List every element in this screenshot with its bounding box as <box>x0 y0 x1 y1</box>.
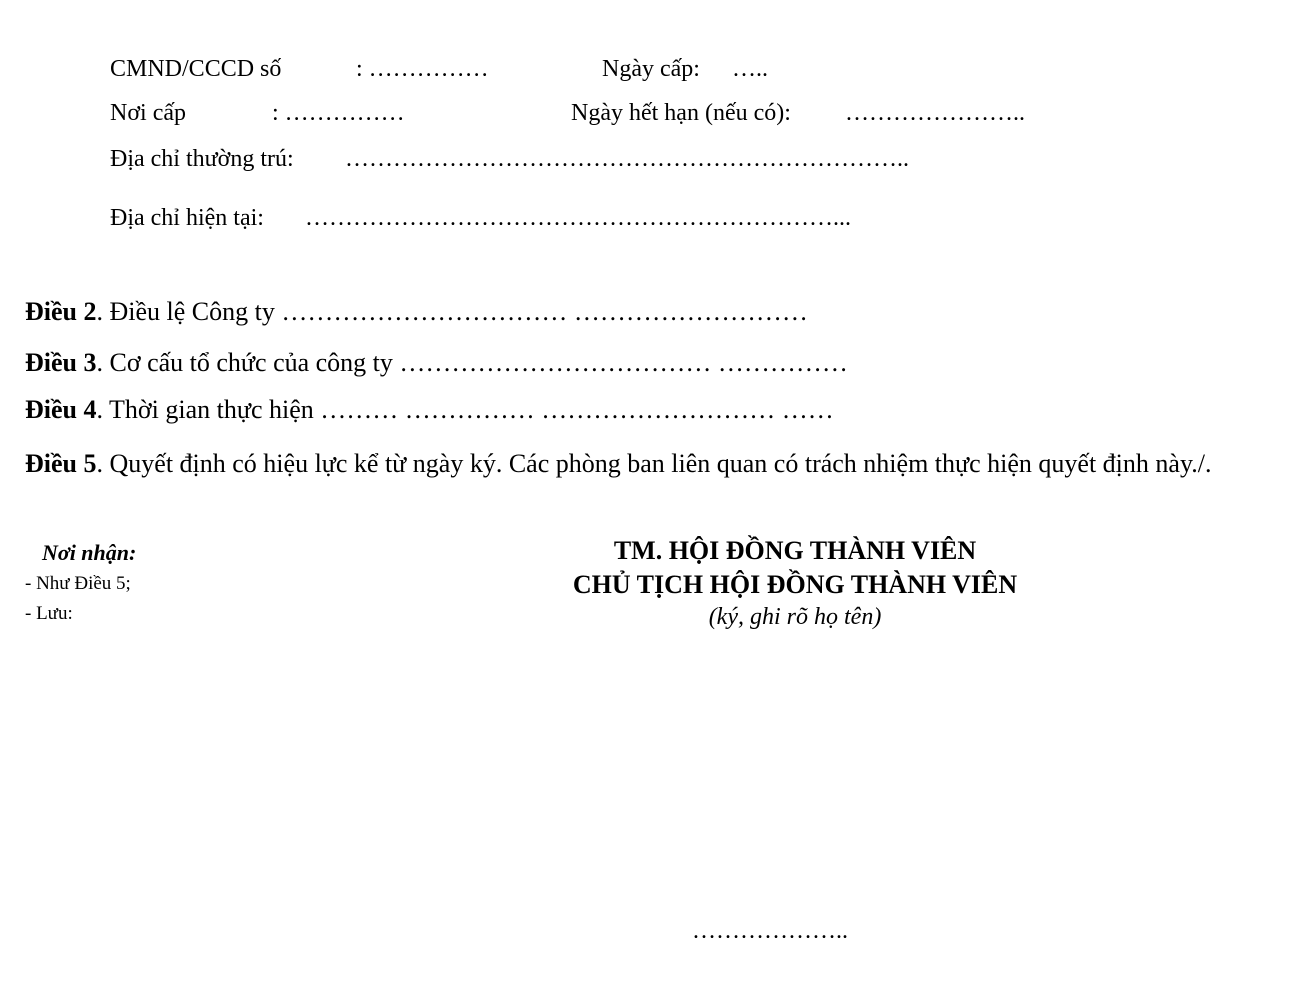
article-4-text: . Thời gian thực hiện ……… …………… ……………………… …… <box>96 395 834 424</box>
recipient-item: - Như Điều 5; <box>25 573 131 594</box>
issue-date-value: ….. <box>732 56 768 82</box>
article-5-number: Điều 5 <box>25 449 97 478</box>
signature-line-2: CHỦ TỊCH HỘI ĐỒNG THÀNH VIÊN <box>572 570 1018 599</box>
recipient-item: - Lưu: <box>25 603 73 624</box>
expiry-date-value: ………………….. <box>845 100 1025 126</box>
signature-note: (ký, ghi rõ họ tên) <box>708 604 882 630</box>
permanent-address-value: …………………………………………………………….. <box>345 146 909 172</box>
signature-line-1: TM. HỘI ĐỒNG THÀNH VIÊN <box>613 536 977 565</box>
article-3-text: . Cơ cấu tổ chức của công ty ……………………………… …………… <box>96 348 848 377</box>
permanent-address-label: Địa chỉ thường trú: <box>110 146 294 172</box>
issue-place-value: : …………… <box>272 100 405 126</box>
issue-place-label: Nơi cấp <box>110 100 186 126</box>
current-address-value: …………………………………………………………... <box>305 205 851 231</box>
article-2-number: Điều 2 <box>25 297 97 326</box>
id-number-value: : …………… <box>356 56 489 82</box>
article-5 <box>25 448 1275 480</box>
article-3-number: Điều 3 <box>25 348 97 377</box>
recipients-title: Nơi nhận: <box>42 540 137 565</box>
article-3 <box>25 347 848 379</box>
id-number-label: CMND/CCCD số <box>110 56 282 82</box>
expiry-date-label: Ngày hết hạn (nếu có): <box>571 100 791 126</box>
article-4 <box>25 394 834 426</box>
article-2 <box>25 296 808 328</box>
signature-name-placeholder: ……………….. <box>692 918 848 944</box>
current-address-label: Địa chỉ hiện tại: <box>110 205 264 231</box>
signature-block <box>470 534 1120 632</box>
article-5-text: . Quyết định có hiệu lực kể từ ngày ký. Các phòng ban liên quan có trách nhiệm thực hiện quyết định này./. <box>96 449 1212 478</box>
issue-date-label: Ngày cấp: <box>602 56 700 82</box>
article-4-number: Điều 4 <box>25 395 97 424</box>
article-2-text: . Điều lệ Công ty …………………………… ……………………… <box>96 297 808 326</box>
